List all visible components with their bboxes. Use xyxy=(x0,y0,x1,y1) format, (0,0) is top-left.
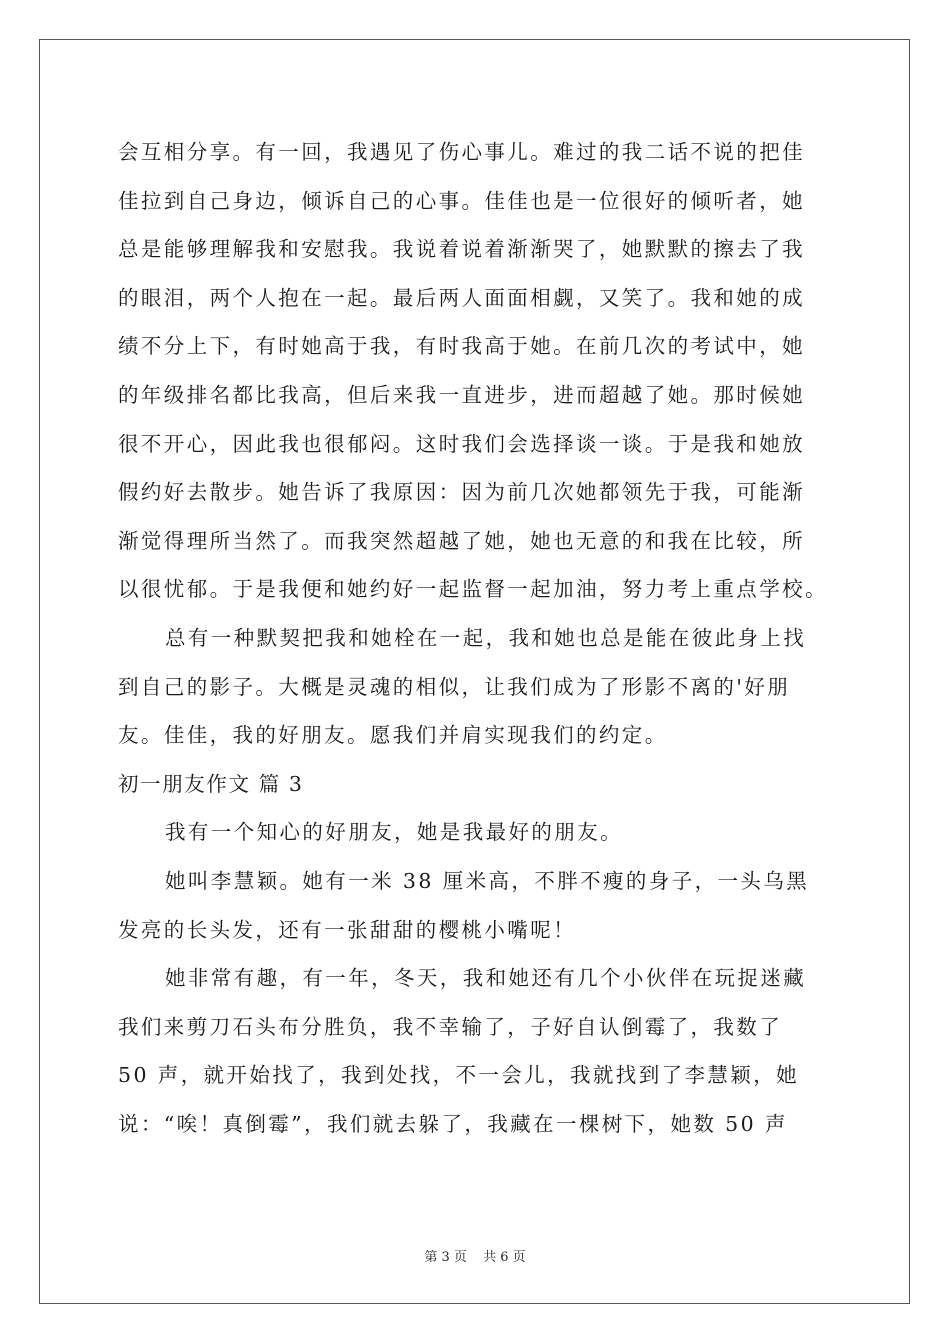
text-line: 发亮的长头发，还有一张甜甜的樱桃小嘴呢！ xyxy=(118,917,576,942)
text-line: 以很忧郁。于是我便和她约好一起监督一起加油，努力考上重点学校。 xyxy=(118,577,828,602)
text-line: 假约好去散步。她告诉了我原因：因为前几次她都领先于我，可能渐 xyxy=(118,480,805,505)
text-line: 绩不分上下，有时她高于我，有时我高于她。在前几次的考试中，她 xyxy=(118,334,805,359)
text-line: 佳拉到自己身边，倾诉自己的心事。佳佳也是一位很好的倾听者，她 xyxy=(118,188,805,213)
section-heading: 初一朋友作文 篇 3 xyxy=(118,771,304,796)
text-line: 的年级排名都比我高，但后来我一直进步，进而超越了她。那时候她 xyxy=(118,382,805,407)
text-line: 的眼泪，两个人抱在一起。最后两人面面相觑，又笑了。我和她的成 xyxy=(118,285,805,310)
text-line: 说：“唉！真倒霉”，我们就去躲了，我藏在一棵树下，她数 50 声 xyxy=(118,1111,788,1136)
paragraph-start-line: 总有一种默契把我和她栓在一起，我和她也总是能在彼此身上找 xyxy=(165,625,807,650)
paragraph-start-line: 我有一个知心的好朋友，她是我最好的朋友。 xyxy=(165,820,623,845)
text-line: 总是能够理解我和安慰我。我说着说着渐渐哭了，她默默的擦去了我 xyxy=(118,237,805,262)
text-line: 我们来剪刀石头布分胜负，我不幸输了，子好自认倒霉了，我数了 xyxy=(118,1014,783,1039)
paragraph-start-line: 她叫李慧颖。她有一米 38 厘米高，不胖不瘦的身子，一头乌黑 xyxy=(165,868,810,893)
page-total: 共 6 页 xyxy=(483,1250,526,1265)
text-line: 很不开心，因此我也很郁闷。这时我们会选择谈一谈。于是我和她放 xyxy=(118,431,805,456)
paragraph-start-line: 她非常有趣，有一年，冬天，我和她还有几个小伙伴在玩捉迷藏 xyxy=(165,966,807,991)
document-body xyxy=(118,128,838,1148)
page-number: 第 3 页 xyxy=(424,1250,467,1265)
page-footer xyxy=(0,1246,950,1265)
text-line: 会互相分享。有一回，我遇见了伤心事儿。难过的我二话不说的把佳 xyxy=(118,140,805,164)
text-line: 50 声，就开始找了，我到处找，不一会儿，我就找到了李慧颖，她 xyxy=(118,1063,799,1088)
text-line: 友。佳佳，我的好朋友。愿我们并肩实现我们的约定。 xyxy=(118,723,668,748)
text-line: 渐觉得理所当然了。而我突然超越了她，她也无意的和我在比较，所 xyxy=(118,528,805,553)
text-line: 到自己的影子。大概是灵魂的相似，让我们成为了形影不离的'好朋 xyxy=(118,674,791,699)
